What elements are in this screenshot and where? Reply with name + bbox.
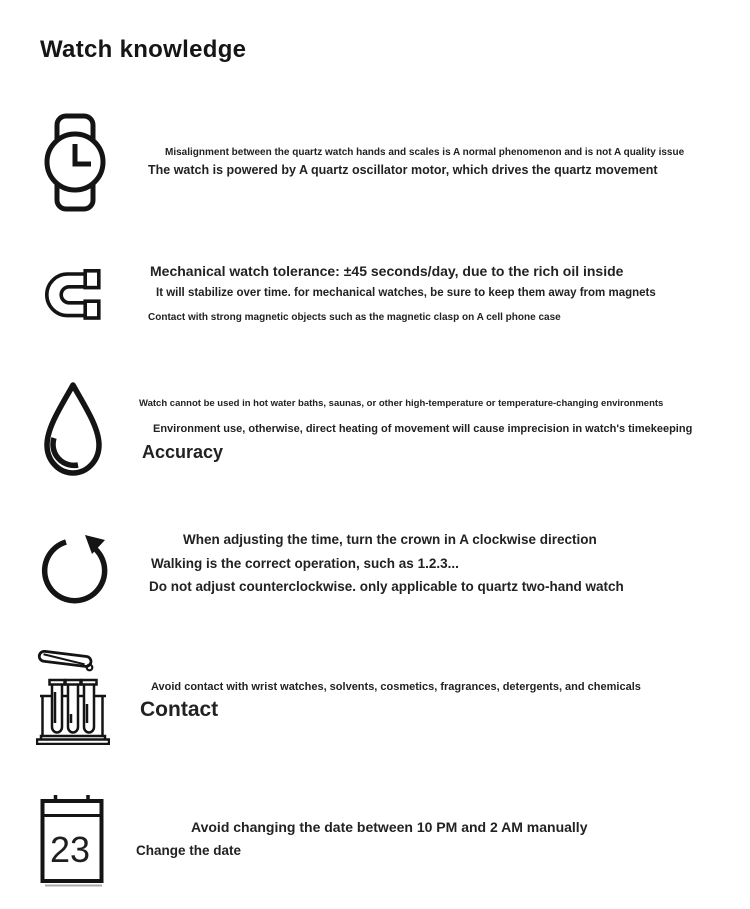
section-heading: Accuracy [142,442,224,462]
knowledge-line: When adjusting the time, turn the crown in A clockwise direction [183,532,597,547]
knowledge-line: Watch cannot be used in hot water baths, saunas, or other high-temperature or temperature-changing environments [139,398,664,409]
calendar-day-number: 23 [49,829,91,870]
knowledge-line: Walking is the correct operation, such as 1.2.3... [151,556,459,571]
water-drop-icon [38,381,108,478]
knowledge-line: Avoid contact with wrist watches, solvents, cosmetics, fragrances, detergents, and chemicals [151,681,641,693]
knowledge-line: It will stabilize over time. for mechanical watches, be sure to keep them away from magnets [156,287,656,299]
clockwise-arrow-icon [40,530,113,608]
knowledge-line: Change the date [136,843,242,858]
calendar-icon [40,793,104,888]
magnet-icon [42,266,106,322]
knowledge-line: Contact with strong magnetic objects such as the magnetic clasp on A cell phone case [148,312,561,323]
knowledge-line: Misalignment between the quartz watch hands and scales is A normal phenomenon and is not A quality issue [165,147,685,158]
page-title: Watch knowledge [40,36,247,63]
test-tubes-icon [36,650,110,745]
section-heading: Contact [140,698,219,721]
wristwatch-icon [44,113,108,212]
knowledge-line: Environment use, otherwise, direct heating of movement will cause imprecision in watch's timekeeping [153,423,693,435]
knowledge-line: Avoid changing the date between 10 PM and 2 AM manually [191,819,588,835]
knowledge-line: Mechanical watch tolerance: ±45 seconds/day, due to the rich oil inside [150,263,624,279]
knowledge-line: Do not adjust counterclockwise. only applicable to quartz two-hand watch [149,579,624,594]
knowledge-line: The watch is powered by A quartz oscillator motor, which drives the quartz movement [148,163,658,177]
